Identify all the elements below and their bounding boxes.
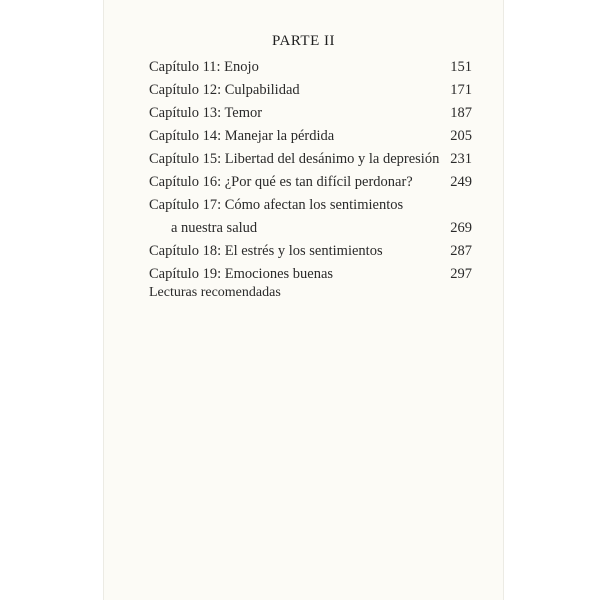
toc-entry-chapter-12[interactable] bbox=[149, 79, 472, 102]
entry-title-continuation: a nuestra salud bbox=[171, 220, 258, 236]
entry-title: Capítulo 17: Cómo afectan los sentimientos bbox=[149, 197, 404, 213]
entry-page-number: 231 bbox=[450, 151, 472, 167]
toc-entry-chapter-17[interactable] bbox=[149, 194, 472, 240]
book-page bbox=[103, 0, 504, 600]
entry-page-number: 151 bbox=[450, 59, 472, 75]
entry-title: Capítulo 14: Manejar la pérdida bbox=[149, 128, 335, 144]
entry-title: Capítulo 13: Temor bbox=[149, 105, 263, 121]
toc-entry-chapter-18[interactable] bbox=[149, 240, 472, 263]
entry-title: Capítulo 16: ¿Por qué es tan difícil perdonar? bbox=[149, 174, 413, 190]
part-heading: PARTE II bbox=[272, 33, 335, 49]
toc-entry-chapter-15[interactable] bbox=[149, 148, 472, 171]
entry-title: Capítulo 12: Culpabilidad bbox=[149, 82, 300, 98]
entry-title: Capítulo 11: Enojo bbox=[149, 59, 259, 75]
toc-entry-chapter-13[interactable] bbox=[149, 102, 472, 125]
table-of-contents bbox=[149, 56, 472, 286]
entry-page-number: 249 bbox=[450, 174, 472, 190]
toc-entry-chapter-11[interactable] bbox=[149, 56, 472, 79]
entry-title: Capítulo 19: Emociones buenas bbox=[149, 266, 334, 282]
entry-title: Capítulo 15: Libertad del desánimo y la depresión bbox=[149, 151, 440, 167]
entry-page-number: 287 bbox=[450, 243, 472, 259]
toc-entry-chapter-16[interactable] bbox=[149, 171, 472, 194]
entry-page-number: 187 bbox=[450, 105, 472, 121]
entry-page-number: 171 bbox=[450, 82, 472, 98]
entry-title: Capítulo 18: El estrés y los sentimientos bbox=[149, 243, 383, 259]
entry-page-number: 205 bbox=[450, 128, 472, 144]
entry-page-number: 269 bbox=[450, 220, 472, 236]
entry-page-number: 297 bbox=[450, 266, 472, 282]
back-matter-entry[interactable]: Lecturas recomendadas bbox=[149, 285, 281, 300]
toc-entry-chapter-14[interactable] bbox=[149, 125, 472, 148]
